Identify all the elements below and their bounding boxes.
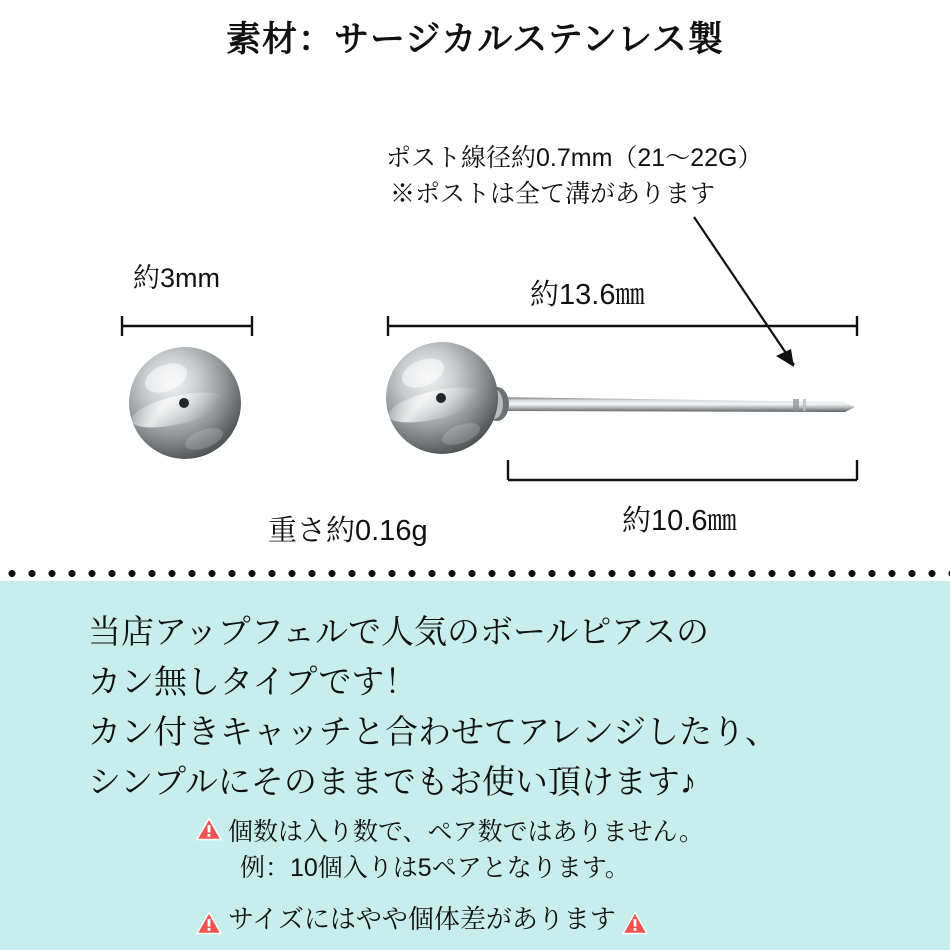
ball-diameter-label: 約3mm (133, 263, 220, 293)
warning-icon (196, 817, 222, 841)
divider-dots (0, 569, 950, 578)
warning-icon (622, 911, 648, 935)
quantity-note-row (196, 814, 704, 850)
description-line-1: 当店アップフェルで人気のボールピアスの (88, 613, 710, 650)
description-line-4: シンプルにそのままでもお使い頂けます♪ (88, 763, 697, 801)
section-divider (0, 566, 950, 580)
ball-diameter-dimension-line (118, 312, 256, 338)
description-line-2: カン無しタイプです！ (88, 663, 418, 701)
quantity-note (196, 814, 704, 887)
post-wire-note-line1: ポスト線径約0.7mm（21〜22G） (386, 144, 763, 172)
size-note (196, 903, 648, 937)
material-title: 素材：サージカルステンレス製 (226, 20, 724, 59)
post-length-label: 約10.6㎜ (622, 505, 737, 537)
post-wire-note (386, 140, 762, 213)
ball-small-image (126, 344, 244, 462)
warning-icon (196, 911, 222, 935)
size-note-text: サイズにはやや個体差があります (228, 904, 616, 934)
total-length-label: 約13.6㎜ (530, 279, 645, 311)
description-panel (0, 581, 950, 950)
post-wire-note-line2: ※ポストは全て溝があります (390, 180, 716, 209)
description-text (88, 607, 778, 808)
quantity-note-line2: 例：10個入りは5ペアとなります。 (240, 854, 630, 883)
description-line-3: カン付きキャッチと合わせてアレンジしたり、 (88, 713, 779, 751)
post-length-dimension-line (505, 458, 860, 484)
weight-label: 重さ約0.16g (268, 515, 428, 547)
quantity-note-line1: 個数は入り数で、ペア数ではありません。 (228, 818, 705, 846)
earring-image (385, 340, 870, 470)
total-length-dimension-line (385, 312, 860, 338)
